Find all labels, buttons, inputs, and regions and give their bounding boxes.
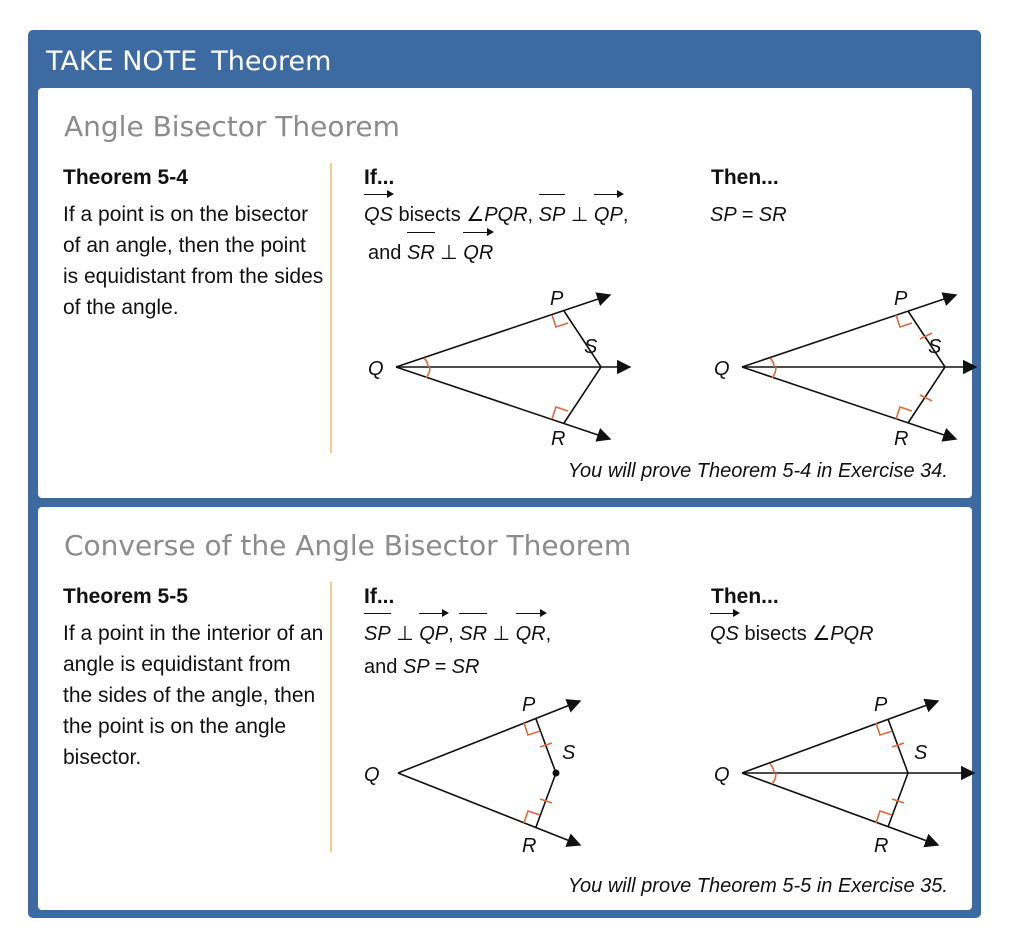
section-title: Converse of the Angle Bisector Theorem <box>64 529 632 562</box>
cond-text: , <box>448 623 460 645</box>
label-q: Q <box>714 764 730 786</box>
label-r: R <box>894 428 909 450</box>
label-r: R <box>551 428 566 450</box>
then-conclusion <box>710 196 787 234</box>
cond-text: , <box>527 204 539 226</box>
cond-text: , <box>545 623 552 645</box>
label-s: S <box>914 742 928 764</box>
if-condition-line-2 <box>364 648 479 686</box>
theorem-5-4-panel <box>38 88 972 498</box>
ray-qp: QP <box>594 196 623 234</box>
label-p: P <box>550 288 564 310</box>
if-diagram <box>358 283 638 453</box>
theorem-number: Theorem 5-5 <box>63 585 188 608</box>
segment-sp: SP <box>364 615 391 653</box>
cond-text: and <box>368 242 407 264</box>
cond-text: , <box>622 204 629 226</box>
cond-text: ⊥ <box>487 623 516 645</box>
cond-text: SP = SR <box>402 656 480 678</box>
label-r: R <box>522 835 537 857</box>
if-heading: If... <box>364 166 395 189</box>
label-r: R <box>874 835 889 857</box>
segment-sr: SR <box>407 234 435 272</box>
label-p: P <box>874 694 888 716</box>
theorem-5-5-panel <box>38 507 972 910</box>
theorem-statement: If a point in the interior of an angle is equidistant from the sides of the angle, then the point is on the angle bisector. <box>63 622 324 769</box>
angle-name: PQR <box>830 623 874 645</box>
conclusion-text: SP = SR <box>710 204 787 226</box>
take-note-label: TAKE NOTE <box>46 46 198 77</box>
label-q: Q <box>364 764 380 786</box>
then-heading: Then... <box>711 166 779 189</box>
theorem-statement: If a point is on the bisector of an angle, then the point is equidistant from the sides of the angle. <box>63 203 324 319</box>
if-diagram <box>358 689 638 859</box>
cond-text: bisects ∠ <box>738 623 831 645</box>
ray-qp: QP <box>419 615 448 653</box>
cond-text: and <box>364 656 403 678</box>
column-divider <box>330 163 332 453</box>
theorem-number: Theorem 5-4 <box>63 166 188 189</box>
segment-sr: SR <box>459 615 487 653</box>
label-p: P <box>522 694 536 716</box>
angle-name: PQR <box>484 204 528 226</box>
label-s: S <box>928 336 942 358</box>
then-diagram <box>712 283 992 453</box>
cond-text: ⊥ <box>434 242 464 264</box>
if-condition-line-1 <box>364 196 628 234</box>
if-heading: If... <box>364 585 395 608</box>
take-note-kind: Theorem <box>211 46 332 77</box>
cond-text: bisects ∠ <box>392 204 485 226</box>
footnote: You will prove Theorem 5-4 in Exercise 34. <box>567 460 948 482</box>
segment-sp: SP <box>539 196 566 234</box>
cond-text: ⊥ <box>565 204 594 226</box>
label-s: S <box>562 742 576 764</box>
ray-qs: QS <box>710 615 739 653</box>
ray-qr: QR <box>463 234 493 272</box>
cond-text: ⊥ <box>390 623 420 645</box>
take-note-header <box>46 42 331 82</box>
column-divider <box>330 582 332 852</box>
label-p: P <box>894 288 908 310</box>
then-conclusion <box>710 615 874 653</box>
then-heading: Then... <box>711 585 779 608</box>
section-title: Angle Bisector Theorem <box>64 110 400 143</box>
ray-qr: QR <box>516 615 546 653</box>
then-diagram <box>712 689 992 859</box>
label-q: Q <box>714 358 730 380</box>
footnote: You will prove Theorem 5-5 in Exercise 35. <box>567 875 948 897</box>
ray-qs: QS <box>364 196 393 234</box>
label-q: Q <box>368 358 384 380</box>
if-condition-line-2 <box>368 234 493 272</box>
label-s: S <box>584 336 598 358</box>
